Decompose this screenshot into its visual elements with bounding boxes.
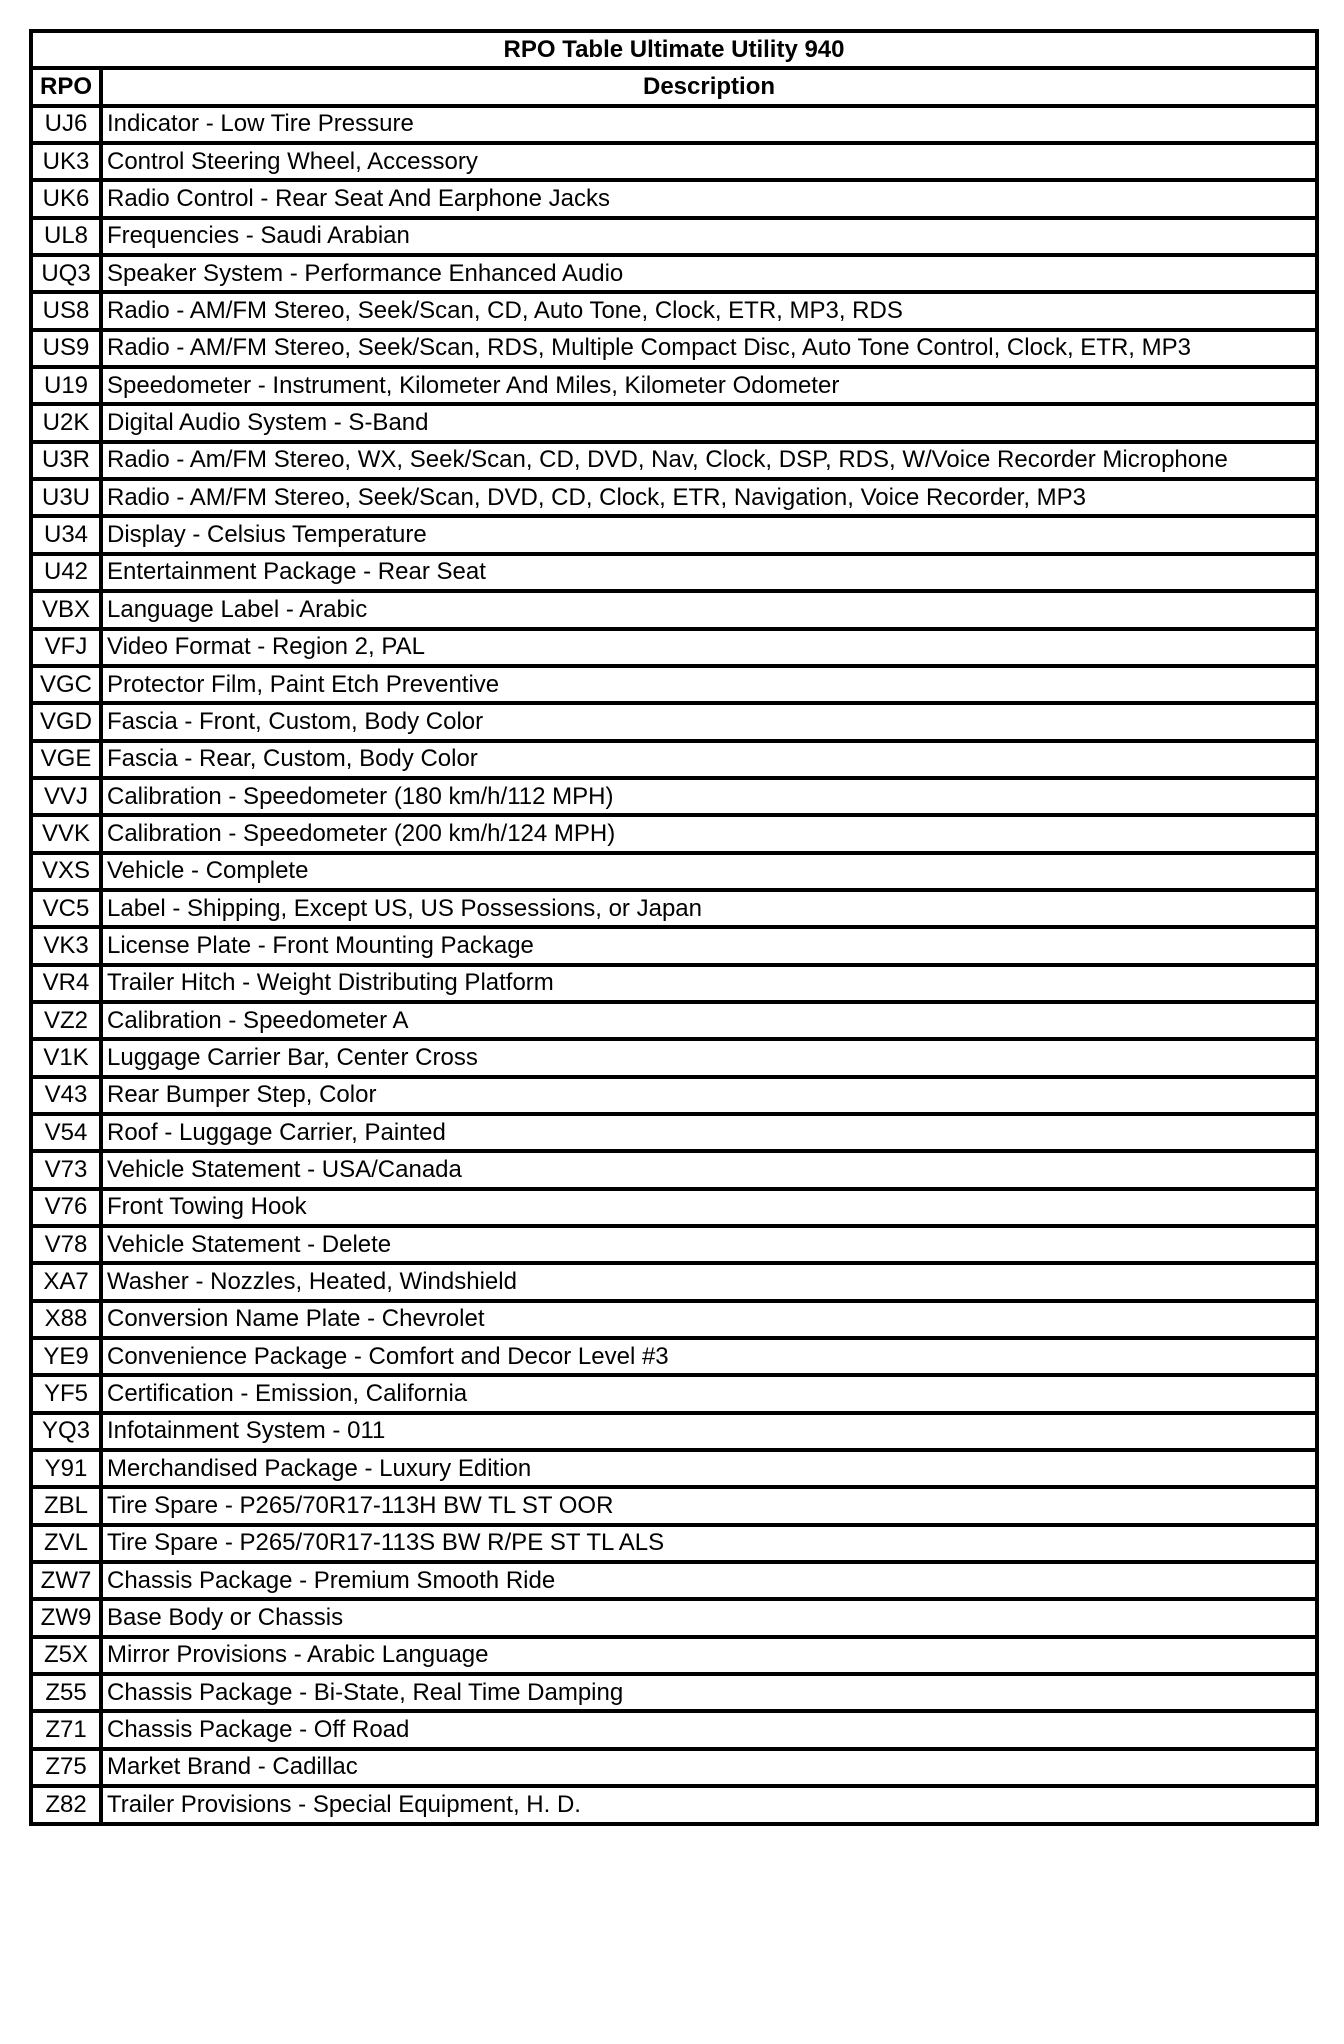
table-row [31, 1375, 1317, 1412]
description-cell: Radio - AM/FM Stereo, Seek/Scan, RDS, Multiple Compact Disc, Auto Tone Control, Clock, ETR, MP3 [101, 330, 1317, 367]
header-rpo: RPO [31, 68, 101, 105]
description-cell: Digital Audio System - S-Band [101, 404, 1317, 441]
rpo-code-cell: VFJ [31, 629, 101, 666]
table-row [31, 1674, 1317, 1711]
table-row [31, 741, 1317, 778]
rpo-code-cell: UJ6 [31, 106, 101, 143]
description-cell: Base Body or Chassis [101, 1599, 1317, 1636]
rpo-code-cell: V1K [31, 1039, 101, 1076]
table-row [31, 591, 1317, 628]
description-cell: Roof - Luggage Carrier, Painted [101, 1114, 1317, 1151]
table-row [31, 1039, 1317, 1076]
rpo-code-cell: UK3 [31, 143, 101, 180]
table-row [31, 1114, 1317, 1151]
table-row [31, 180, 1317, 217]
description-cell: Market Brand - Cadillac [101, 1749, 1317, 1786]
table-row [31, 1338, 1317, 1375]
table-row [31, 330, 1317, 367]
table-row [31, 554, 1317, 591]
rpo-code-cell: V76 [31, 1189, 101, 1226]
description-cell: Convenience Package - Comfort and Decor Level #3 [101, 1338, 1317, 1375]
rpo-code-cell: ZBL [31, 1487, 101, 1524]
description-cell: License Plate - Front Mounting Package [101, 927, 1317, 964]
table-row [31, 479, 1317, 516]
description-cell: Chassis Package - Bi-State, Real Time Damping [101, 1674, 1317, 1711]
description-cell: Infotainment System - 011 [101, 1413, 1317, 1450]
rpo-code-cell: U3U [31, 479, 101, 516]
table-row [31, 106, 1317, 143]
description-cell: Frequencies - Saudi Arabian [101, 218, 1317, 255]
description-cell: Merchandised Package - Luxury Edition [101, 1450, 1317, 1487]
description-cell: Washer - Nozzles, Heated, Windshield [101, 1263, 1317, 1300]
rpo-code-cell: Z82 [31, 1786, 101, 1823]
table-row [31, 1711, 1317, 1748]
table-row [31, 629, 1317, 666]
rpo-code-cell: U34 [31, 516, 101, 553]
description-cell: Vehicle Statement - Delete [101, 1226, 1317, 1263]
table-row [31, 442, 1317, 479]
description-cell: Tire Spare - P265/70R17-113S BW R/PE ST TL ALS [101, 1525, 1317, 1562]
rpo-code-cell: Z71 [31, 1711, 101, 1748]
table-row [31, 778, 1317, 815]
description-cell: Speedometer - Instrument, Kilometer And Miles, Kilometer Odometer [101, 367, 1317, 404]
table-row [31, 965, 1317, 1002]
table-row [31, 890, 1317, 927]
description-cell: Rear Bumper Step, Color [101, 1077, 1317, 1114]
description-cell: Radio Control - Rear Seat And Earphone Jacks [101, 180, 1317, 217]
rpo-code-cell: VK3 [31, 927, 101, 964]
description-cell: Label - Shipping, Except US, US Possessions, or Japan [101, 890, 1317, 927]
description-cell: Indicator - Low Tire Pressure [101, 106, 1317, 143]
rpo-code-cell: VBX [31, 591, 101, 628]
table-row [31, 516, 1317, 553]
rpo-code-cell: VVJ [31, 778, 101, 815]
description-cell: Radio - Am/FM Stereo, WX, Seek/Scan, CD, DVD, Nav, Clock, DSP, RDS, W/Voice Recorder Microphone [101, 442, 1317, 479]
rpo-code-cell: U19 [31, 367, 101, 404]
table-row [31, 404, 1317, 441]
rpo-code-cell: YE9 [31, 1338, 101, 1375]
description-cell: Calibration - Speedometer (200 km/h/124 MPH) [101, 815, 1317, 852]
description-cell: Chassis Package - Off Road [101, 1711, 1317, 1748]
table-row [31, 1151, 1317, 1188]
description-cell: Control Steering Wheel, Accessory [101, 143, 1317, 180]
table-row [31, 1786, 1317, 1823]
rpo-code-cell: X88 [31, 1301, 101, 1338]
table-row [31, 703, 1317, 740]
table-row [31, 1487, 1317, 1524]
rpo-code-cell: UK6 [31, 180, 101, 217]
table-title-row [31, 31, 1317, 68]
rpo-table [29, 29, 1319, 1826]
table-row [31, 1599, 1317, 1636]
table-row [31, 853, 1317, 890]
description-cell: Display - Celsius Temperature [101, 516, 1317, 553]
rpo-code-cell: VZ2 [31, 1002, 101, 1039]
description-cell: Fascia - Front, Custom, Body Color [101, 703, 1317, 740]
table-row [31, 292, 1317, 329]
table-row [31, 927, 1317, 964]
description-cell: Trailer Hitch - Weight Distributing Platform [101, 965, 1317, 1002]
rpo-code-cell: V54 [31, 1114, 101, 1151]
description-cell: Calibration - Speedometer A [101, 1002, 1317, 1039]
table-row [31, 367, 1317, 404]
table-row [31, 1450, 1317, 1487]
rpo-code-cell: VC5 [31, 890, 101, 927]
table-row [31, 1637, 1317, 1674]
description-cell: Vehicle - Complete [101, 853, 1317, 890]
rpo-code-cell: Y91 [31, 1450, 101, 1487]
table-row [31, 218, 1317, 255]
rpo-code-cell: XA7 [31, 1263, 101, 1300]
rpo-code-cell: V43 [31, 1077, 101, 1114]
rpo-code-cell: V73 [31, 1151, 101, 1188]
rpo-code-cell: ZW7 [31, 1562, 101, 1599]
table-title: RPO Table Ultimate Utility 940 [31, 31, 1317, 68]
rpo-code-cell: US8 [31, 292, 101, 329]
description-cell: Radio - AM/FM Stereo, Seek/Scan, CD, Auto Tone, Clock, ETR, MP3, RDS [101, 292, 1317, 329]
table-row [31, 1525, 1317, 1562]
table-row [31, 1301, 1317, 1338]
table-row [31, 1226, 1317, 1263]
table-row [31, 1002, 1317, 1039]
description-cell: Conversion Name Plate - Chevrolet [101, 1301, 1317, 1338]
rpo-code-cell: VVK [31, 815, 101, 852]
description-cell: Trailer Provisions - Special Equipment, H. D. [101, 1786, 1317, 1823]
table-row [31, 1189, 1317, 1226]
table-row [31, 1077, 1317, 1114]
header-description: Description [101, 68, 1317, 105]
description-cell: Chassis Package - Premium Smooth Ride [101, 1562, 1317, 1599]
description-cell: Entertainment Package - Rear Seat [101, 554, 1317, 591]
description-cell: Luggage Carrier Bar, Center Cross [101, 1039, 1317, 1076]
rpo-code-cell: UQ3 [31, 255, 101, 292]
description-cell: Mirror Provisions - Arabic Language [101, 1637, 1317, 1674]
table-row [31, 1263, 1317, 1300]
description-cell: Speaker System - Performance Enhanced Audio [101, 255, 1317, 292]
rpo-code-cell: U2K [31, 404, 101, 441]
table-body [31, 106, 1317, 1824]
rpo-code-cell: Z75 [31, 1749, 101, 1786]
description-cell: Certification - Emission, California [101, 1375, 1317, 1412]
rpo-code-cell: YF5 [31, 1375, 101, 1412]
rpo-code-cell: UL8 [31, 218, 101, 255]
description-cell: Protector Film, Paint Etch Preventive [101, 666, 1317, 703]
description-cell: Radio - AM/FM Stereo, Seek/Scan, DVD, CD, Clock, ETR, Navigation, Voice Recorder, MP3 [101, 479, 1317, 516]
rpo-code-cell: ZW9 [31, 1599, 101, 1636]
rpo-code-cell: Z55 [31, 1674, 101, 1711]
rpo-code-cell: VGC [31, 666, 101, 703]
description-cell: Tire Spare - P265/70R17-113H BW TL ST OOR [101, 1487, 1317, 1524]
table-row [31, 1749, 1317, 1786]
rpo-code-cell: YQ3 [31, 1413, 101, 1450]
table-row [31, 1413, 1317, 1450]
table-row [31, 1562, 1317, 1599]
rpo-code-cell: VXS [31, 853, 101, 890]
rpo-code-cell: VGD [31, 703, 101, 740]
description-cell: Fascia - Rear, Custom, Body Color [101, 741, 1317, 778]
rpo-code-cell: VR4 [31, 965, 101, 1002]
table-row [31, 815, 1317, 852]
description-cell: Vehicle Statement - USA/Canada [101, 1151, 1317, 1188]
rpo-code-cell: U42 [31, 554, 101, 591]
rpo-code-cell: Z5X [31, 1637, 101, 1674]
description-cell: Language Label - Arabic [101, 591, 1317, 628]
rpo-code-cell: ZVL [31, 1525, 101, 1562]
description-cell: Video Format - Region 2, PAL [101, 629, 1317, 666]
rpo-code-cell: VGE [31, 741, 101, 778]
table-row [31, 666, 1317, 703]
table-header-row [31, 68, 1317, 105]
description-cell: Front Towing Hook [101, 1189, 1317, 1226]
rpo-code-cell: V78 [31, 1226, 101, 1263]
rpo-code-cell: US9 [31, 330, 101, 367]
description-cell: Calibration - Speedometer (180 km/h/112 MPH) [101, 778, 1317, 815]
table-row [31, 255, 1317, 292]
rpo-code-cell: U3R [31, 442, 101, 479]
table-row [31, 143, 1317, 180]
